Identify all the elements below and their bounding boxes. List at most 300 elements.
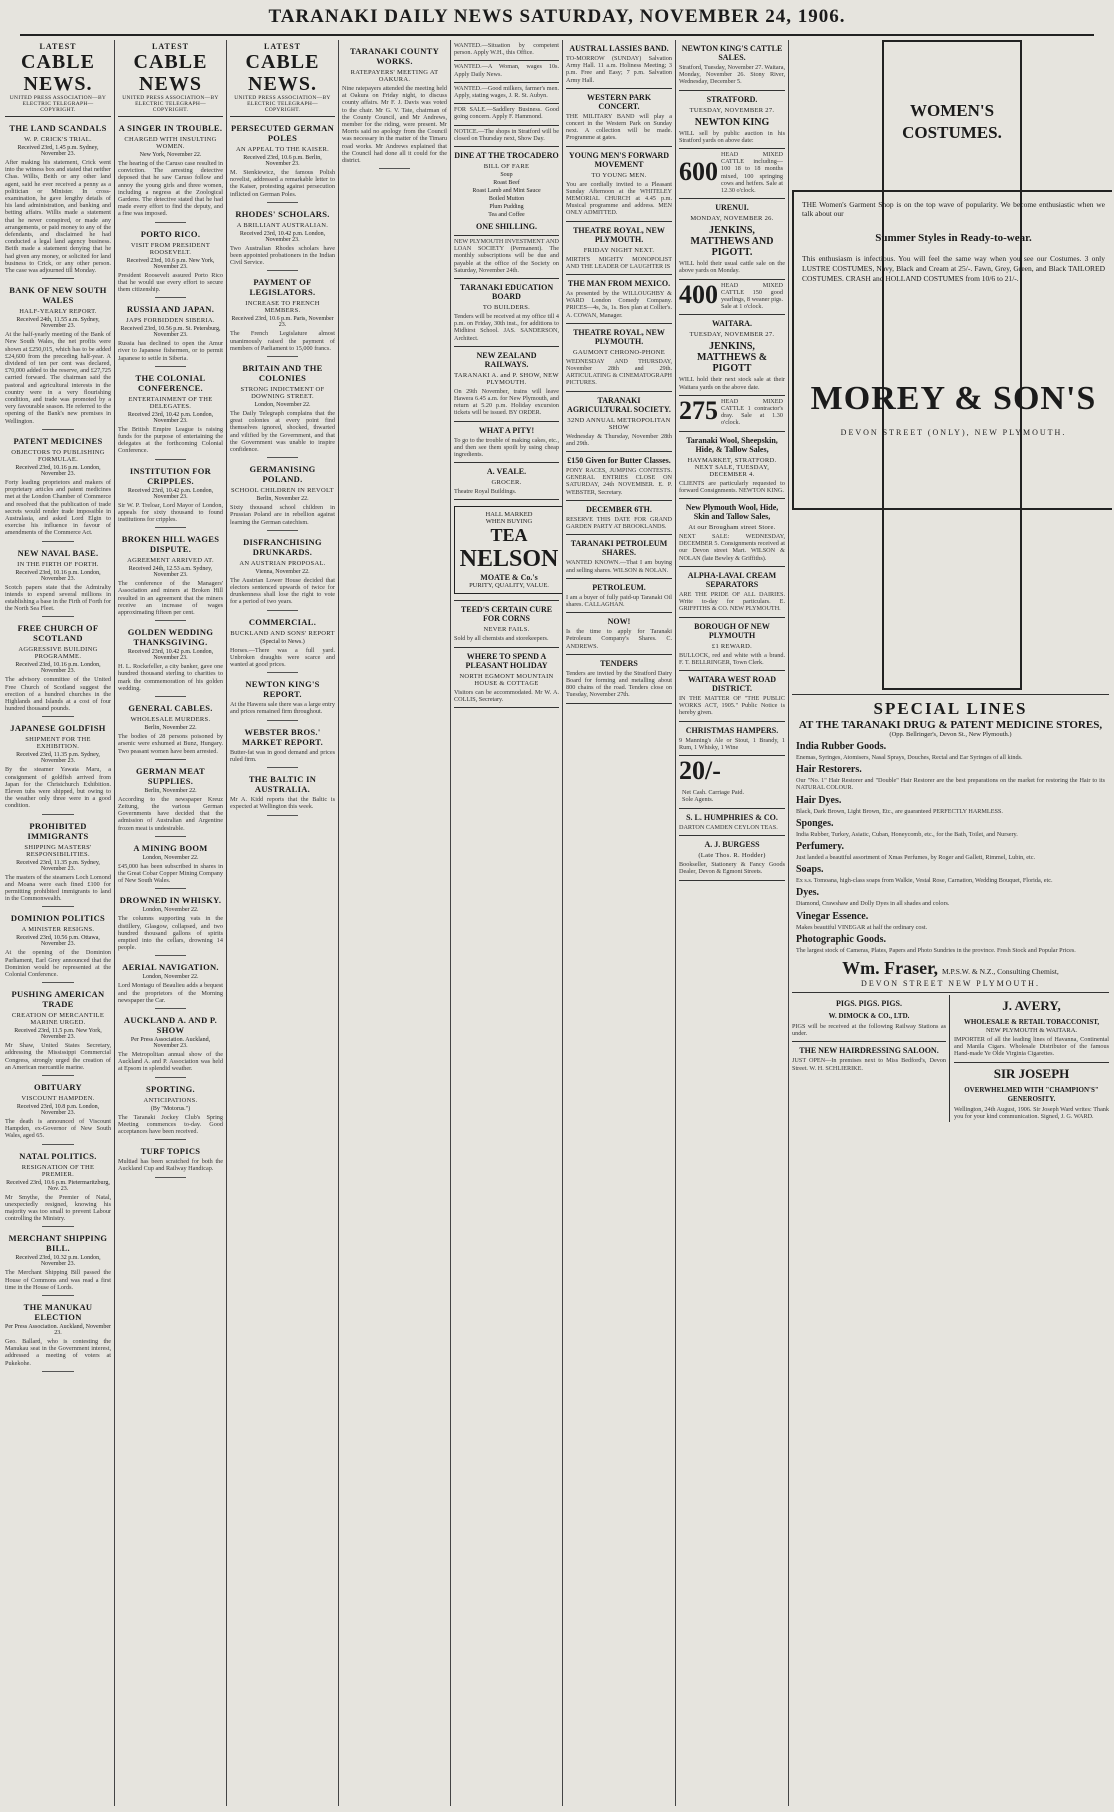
summer-styles-heading: Summer Styles in Ready-to-wear.: [875, 232, 1032, 244]
advertisement: [566, 659, 672, 699]
ad-subheading: 32ND ANNUAL METROPOLITAN SHOW: [567, 416, 671, 431]
advertisement: [566, 617, 672, 650]
article-headline: COMMERCIAL.: [248, 616, 317, 627]
ad-text: PONY RACES, JUMPING CONTESTS. GENERAL ENTRIES CLOSE ON SATURDAY, 24th NOVEMBER. E. P. WEBSTER, Secretary.: [566, 467, 672, 496]
ad-subheading: GAUMONT CHRONO-PHONE: [572, 348, 665, 356]
article-headline: WEBSTER BROS.' MARKET REPORT.: [241, 726, 324, 747]
article-dateline: Received 23rd, 10.56 p.m. St. Petersburg, November 23.: [120, 326, 221, 339]
article-subheading: ENTERTAINMENT OF THE DELEGATES.: [128, 395, 213, 410]
article-separator: [155, 836, 187, 837]
ad-head-count: 400: [679, 280, 718, 310]
article-body: Two Australian Rhodes scholars have been appointed probationers in the Indian Civil Service.: [230, 244, 335, 267]
special-line-text: Our "No. 1" Hair Restorer and "Double" Hair Restorer are the best preparations on the market for restoring the Hair to its NATURAL COLOUR.: [796, 777, 1105, 792]
article-subheading: AN AUSTRIAN PROPOSAL.: [239, 559, 326, 567]
article-body: At the half-yearly meeting of the Bank of New South Wales, the net profits were shown at £250,015, which has to be added £24,600 from the preceding half-year. A dividend of ten per cent was declared, £70,000 added to the reserve, and £27,725 carried forward. The chairman said the pastoral and agricultural interests in the country were in a very flourishing condition, and trade was promoted by a very favourable season. He referred to the opening of the Bank's new premises in Wellington.: [5, 331, 111, 425]
ad-text: WANTED.—Good milkers, farmer's men. Apply, stating wages, J. R. St. Aubyn.: [454, 84, 559, 100]
latest-label: LATEST: [152, 42, 189, 51]
ad-text: Theatre Royal Buildings.: [454, 488, 517, 496]
ad-heading: ALPHA-LAVAL CREAM SEPARATORS: [687, 570, 777, 589]
ad-divider: [454, 146, 559, 147]
womens-costumes-title: WOMEN'S COSTUMES.: [902, 101, 1002, 142]
article-dateline: London, November 22.: [142, 974, 199, 981]
costumes-intro: THE Women's Garment Shop is on the top wave of popularity. We become enthusiastic when we talk about our: [802, 200, 1105, 218]
cable-news-subtitle: UNITED PRESS ASSOCIATION—BY ELECTRIC TELEGRAPH—COPYRIGHT.: [5, 95, 111, 117]
article-dateline: Received 23rd, 10.32 p.m. London, November 23.: [15, 1255, 101, 1268]
ad-divider: [454, 60, 559, 61]
tea-ad-line: NELSON: [459, 546, 559, 573]
ad-text: WANTED.—Situation by competent person. Apply W.H., this Office.: [454, 42, 559, 57]
article-body: Russia has declined to open the Amur river to Japanese fishermen, or to permit Japanese to settle in Siberia.: [118, 340, 223, 362]
advertisement: [566, 456, 672, 496]
article-headline: GENERAL CABLES.: [128, 703, 213, 714]
article-separator: [155, 297, 187, 298]
advertisement: [679, 203, 785, 274]
column-ads-1: [451, 40, 562, 1806]
advertisement: [679, 840, 785, 875]
ad-text: Sold by all chemists and storekeepers.: [454, 635, 549, 643]
ad-divider: [454, 499, 559, 500]
ad-divider: [566, 578, 672, 579]
sir-joseph-heading: SIR JOSEPH: [993, 1065, 1070, 1081]
article-headline: THE MANUKAU ELECTION: [23, 1302, 93, 1323]
ad-heading: THEATRE ROYAL, NEW PLYMOUTH.: [573, 225, 665, 244]
tea-ad-line: PURITY, QUALITY, VALUE.: [469, 582, 549, 590]
ad-divider: [679, 314, 785, 315]
article-headline: GOLDEN WEDDING THANKSGIVING.: [127, 627, 214, 648]
special-line-heading: India Rubber Goods.: [796, 741, 887, 752]
ad-text: NEW PLYMOUTH INVESTMENT AND LOAN SOCIETY (Permanent). The monthly subscriptions will be due and payable at the office of the Society on Saturday, November 24th.: [454, 238, 559, 274]
article-dateline: Received 23rd, 10.6 p.m. New York, November 23.: [126, 257, 215, 270]
ad-text: WANTED.—A Woman, wages 10s. Apply Daily News.: [454, 63, 559, 78]
article-subheading: SHIPMENT FOR THE EXHIBITION.: [25, 736, 91, 751]
advertisement: [454, 426, 559, 459]
article-subheading: W. P. CRICK'S TRIAL.: [24, 136, 92, 143]
article-body: Lord Montagu of Beaulieu adds a bequest and the proprietors of the Morning newspaper the Car.: [118, 982, 223, 1004]
advertisement: [454, 283, 559, 342]
special-line-heading: Hair Restorers.: [796, 764, 862, 776]
article-body: Multiad has been scratched for both the Auckland Cup and Railway Handicap.: [118, 1158, 223, 1173]
ad-subheading: GROCER.: [491, 479, 522, 487]
article-dateline: (Special to News.): [260, 638, 305, 645]
article-body: Geo. Ballard, who is contesting the Manukau seat in the Government interest, addressed a meeting of voters at Pukekohe.: [5, 1338, 111, 1367]
tea-advertisement-box: [454, 506, 562, 594]
special-line-text: Enemas, Syringes, Atomisers, Nasal Sprays, Douches, Rectal and Ear Syringes of all kinds.: [796, 754, 1023, 761]
special-line-text: India Rubber, Turkey, Asiatic, Cuban, Honeycomb, etc., for the Bath, Toilet, and Nursery.: [796, 830, 1018, 838]
ad-number-row: [679, 280, 785, 311]
ad-heading: URENUI.: [715, 203, 749, 213]
article-separator: [42, 541, 74, 542]
article-headline: GERMAN MEAT SUPPLIES.: [135, 765, 205, 786]
sir-joseph-text: Wellington, 24th August, 1906. Sir Joseph Ward writes: Thank you for your kind communication. Signed, J. G. WARD.: [954, 1105, 1109, 1120]
ad-heading: Taranaki Wool, Sheepskin, Hide, & Tallow Sales,: [686, 435, 778, 454]
menu-item: Plum Pudding: [489, 204, 524, 211]
article-subheading: AN APPEAL TO THE KAISER.: [235, 146, 330, 153]
article-separator: [42, 616, 74, 617]
article-headline: BRITAIN AND THE COLONIES: [242, 363, 323, 384]
ad-divider: [679, 808, 785, 809]
ad-divider: [566, 221, 672, 222]
column-county-works: [339, 40, 450, 1806]
article-body: The Metropolitan annual show of the Auckland A. and P. Association was held at Epsom in splendid weather.: [118, 1050, 223, 1073]
article-separator: [42, 814, 74, 815]
ad-text: Visitors can be accommodated. Mr W. A. COLLIS, Secretary.: [454, 688, 559, 703]
article-subheading: A BRILLIANT AUSTRALIAN.: [236, 221, 329, 229]
ad-heading: CHRISTMAS HAMPERS.: [685, 725, 779, 735]
article-subheading: CHARGED WITH INSULTING WOMEN.: [124, 136, 217, 150]
ad-text: IN THE MATTER OF "THE PUBLIC WORKS ACT, 1905." Public Notice is hereby given.: [679, 694, 785, 717]
article-headline: PORTO RICO.: [140, 228, 201, 239]
article-dateline: London, November 22.: [142, 907, 199, 914]
ad-divider: [679, 880, 785, 881]
masthead-rule: [20, 34, 1094, 36]
article-body: Mr Shaw, United States Secretary, addressing the Mississippi Commercial Congress, strongly urged the creation of an American mercantile marine.: [5, 1042, 111, 1071]
article-subheading: BUCKLAND AND SONS' REPORT: [230, 629, 335, 637]
ad-divider: [566, 654, 672, 655]
article-subheading: INCREASE TO FRENCH MEMBERS.: [245, 300, 320, 315]
article-dateline: Received 23rd, 10.16 p.m. London, November 23.: [15, 662, 101, 675]
column-cable-news-1: [2, 40, 114, 1806]
advertisement: [679, 319, 785, 390]
ad-heading: A. J. BURGESS: [704, 840, 760, 850]
special-line-text: Just landed a beautiful assortment of Xmas Perfumes, by Roger and Gallett, Rimmel, Lubin, etc.: [796, 854, 1036, 862]
article-separator: [155, 527, 187, 528]
advertisement: [679, 95, 785, 144]
ad-subheading: At our Brougham street Store.: [688, 524, 776, 532]
article-body: Mr Smythe, the Premier of Natal, unexpectedly resigned, knowing his majority was too small to prevent Labour controlling the Ministry.: [5, 1193, 111, 1223]
cable-news-header: [118, 42, 223, 117]
advertisement: [454, 506, 559, 594]
article-headline: THE BALTIC IN AUSTRALIA.: [248, 774, 317, 795]
article-dateline: Per Press Association. Auckland, November 23.: [130, 1036, 211, 1049]
article-separator: [267, 457, 299, 458]
article-body: Scotch papers state that the Admiralty intends to expend several millions in establishing a base in the Firth of Forth for the North Sea Fleet.: [5, 583, 111, 613]
special-line-heading: Photographic Goods.: [796, 933, 887, 945]
article-dateline: (By "Motorus."): [150, 1105, 191, 1112]
column-cable-news-3: [227, 40, 338, 1806]
ad-heading: YOUNG MEN'S FORWARD MOVEMENT: [568, 150, 670, 169]
fraser-name: Wm. Fraser,: [842, 958, 938, 979]
article-body: The Austrian Lower House decided that electors sentenced upwards of twice for drunkenness shall lose the right to vote for a period of two years.: [230, 576, 335, 606]
article-body: Sixty thousand school children in Prussian Poland are in rebellion against learning the German catechism.: [230, 504, 335, 526]
article-body: The bodies of 28 persons poisoned by arsenic were exhumed at Bunz, Hungary. Two peasant women have been arrested.: [118, 733, 223, 755]
advertisement: [566, 505, 672, 530]
article-body: The conference of the Managers' Association and miners at Broken Hill resulted in an agreement that the miners receive an increase of wages approximating fifteen per cent.: [118, 580, 223, 617]
article-separator: [155, 459, 187, 460]
advertisement: [566, 583, 672, 608]
article-separator: [267, 202, 299, 203]
ad-divider: [566, 451, 672, 452]
article-dateline: Berlin, November 22.: [256, 496, 309, 503]
ad-divider: [679, 566, 785, 567]
article-separator: [379, 168, 411, 169]
article-body: At the opening of the Dominion Parliament, Earl Grey announced that the Dominion would be represented at the Colonial Conference.: [5, 949, 111, 978]
article-headline: BROKEN HILL WAGES DISPUTE.: [121, 534, 220, 555]
ad-number-row: [679, 149, 785, 194]
article-body: The death is announced of Viscount Hampden, ex-Governor of New South Wales, aged 65.: [5, 1118, 111, 1140]
advertisement: [454, 128, 559, 142]
tea-ad-line: MOATE & Co.'s: [480, 573, 538, 583]
article-body: The advisory committee of the United Free Church of Scotland suggest the erection of a hundred churches in the Highlands and Islands at a cost of four hundred thousand pounds.: [5, 676, 111, 713]
article-dateline: Received 23rd, 10.56 p.m. Ottawa, November 23.: [16, 935, 100, 948]
ad-divider: [679, 721, 785, 722]
advertisement: [566, 279, 672, 319]
menu-item: Tea and Coffee: [488, 212, 525, 219]
article-body: President Roosevelt assured Porto Rico that he would use every effort to secure them citizenship.: [118, 271, 223, 294]
article-headline: SPORTING.: [146, 1083, 195, 1094]
article-subheading: RESIGNATION OF THE PREMIER.: [21, 1163, 95, 1178]
ad-divider: [566, 500, 672, 501]
ad-divider: [454, 647, 559, 648]
advertisement: [679, 756, 785, 804]
article-headline: OBITUARY: [34, 1082, 82, 1092]
ad-subheading: TARANAKI A. and P. SHOW, NEW PLYMOUTH.: [454, 371, 559, 386]
menu-item: Soup: [500, 172, 513, 179]
article-body: The Daily Telegraph complains that the great colonies at every point find themselves ignored, shocked, thwarted and vilified by the Government, and that the Government was unable to inspire confidence.: [230, 410, 335, 454]
article-separator: [155, 888, 187, 889]
ad-heading: S. L. HUMPHRIES & CO.: [686, 812, 778, 822]
ad-heading: NEWTON KING'S CATTLE SALES.: [681, 44, 783, 62]
article-headline: MERCHANT SHIPPING BILL.: [8, 1233, 108, 1254]
article-headline: NATAL POLITICS.: [19, 1150, 97, 1161]
ad-subheading: HAYMARKET, STRATFORD. NEXT SALE, TUESDAY, DECEMBER 4.: [687, 456, 777, 478]
article-subheading: JAPS FORBIDDEN SIBERIA.: [126, 317, 215, 325]
ad-list: [566, 44, 672, 704]
avery-text: IMPORTER of all the leading lines of Havanna, Continental and Manila Cigars. Wholesale Distributor of the famous Hand-made Ye Olde Virginia Cigarettes.: [954, 1036, 1109, 1058]
article-separator: [42, 982, 74, 983]
salon-text: JUST OPEN—In premises next to Miss Bedford's, Devon Street. W. H. SCHLIERIKE.: [792, 1057, 946, 1072]
article-dateline: Received 23rd, 10.16 p.m. London, November 23.: [15, 569, 101, 582]
ad-head-count: 600: [679, 156, 718, 186]
article-body: Horses.—There was a full yard. Unbroken draughts were scarce and wanted at good prices.: [230, 646, 335, 669]
article-separator: [155, 620, 187, 621]
ad-heading: TENDERS: [600, 658, 638, 668]
advertisement: [454, 351, 559, 417]
article-dateline: Vienna, November 22.: [255, 568, 310, 575]
ad-divider: [566, 146, 672, 147]
special-line-text: Makes beautiful VINEGAR at half the ordinary cost.: [796, 923, 928, 931]
news-list: [118, 123, 223, 1178]
fraser-address: DEVON STREET NEW PLYMOUTH.: [861, 979, 1040, 989]
menu-price: ONE SHILLING.: [476, 222, 537, 232]
article-subheading: IN THE FIRTH OF FORTH.: [17, 560, 99, 568]
column-ads-2: [563, 40, 675, 1806]
cable-news-header: [5, 42, 111, 117]
special-line-heading: Sponges.: [796, 817, 834, 829]
ad-heading: TARANAKI PETROLEUM SHARES.: [570, 539, 668, 558]
sir-joseph-subheading: OVERWHELMED WITH "CHAMPION'S" GENEROSITY.: [964, 1085, 1099, 1103]
article-separator: [267, 610, 299, 611]
womens-costumes-ad: [792, 40, 1109, 690]
ad-number-row: [679, 756, 785, 804]
article-body: The British Empire League is raising funds for the purpose of entertaining the delegates at the forthcoming Colonial Conference.: [118, 425, 223, 455]
article-separator: [155, 1177, 187, 1178]
ad-divider: [679, 431, 785, 432]
divider: [792, 1041, 946, 1042]
cable-news-subtitle: UNITED PRESS ASSOCIATION—BY ELECTRIC TELEGRAPH—COPYRIGHT.: [118, 95, 223, 117]
ad-text: I am a buyer of fully paid-up Taranaki Oil shares. CALLAGHAN.: [566, 593, 672, 608]
ad-auctioneer: JENKINS, MATTHEWS AND PIGOTT.: [690, 225, 774, 259]
tea-ad-line: HALL MARKED: [485, 511, 533, 519]
ad-text: On 29th November, trains will leave Hawera 6.45 a.m. for New Plymouth, and return at 5.20 p.m. Holiday excursion tickets will be issued. BY ORDER.: [454, 387, 559, 417]
advertisement: [679, 571, 785, 613]
ad-text: Net Cash. Carriage Paid. Sole Agents.: [682, 789, 744, 804]
article-dateline: Received 23rd, 10.42 p.m. London, November 23.: [127, 487, 214, 500]
article-dateline: Received 23rd, 11.35 p.m. Sydney, November 23.: [16, 859, 100, 872]
cable-news-title: CABLE NEWS.: [245, 51, 320, 95]
article-dateline: Received 23rd, 1.45 p.m. Sydney, November 23.: [17, 145, 99, 157]
ad-heading: DECEMBER 6TH.: [586, 504, 652, 514]
article-subheading: A MINISTER RESIGNS.: [21, 926, 95, 934]
ad-subheading: TO YOUNG MEN.: [591, 171, 647, 179]
ad-text: Is the time to apply for Taranaki Petroleum Company's Shares. C. ANDREWS.: [566, 628, 672, 650]
special-lines-list: [792, 741, 1109, 954]
ad-divider: [566, 88, 672, 89]
article-headline: INSTITUTION FOR CRIPPLES.: [129, 465, 212, 486]
article-body: H. L. Rockefeller, a city banker, gave one hundred thousand sterling to charities to mark the commemoration of his golden wedding.: [118, 663, 223, 692]
news-list: [342, 46, 447, 169]
article-subheading: HALF-YEARLY REPORT.: [19, 308, 97, 316]
ad-text: HEAD MIXED CATTLE 1 contractor's dray. Sale at 1.30 o'clock.: [721, 397, 783, 427]
article-headline: DROWNED IN WHISKY.: [119, 895, 222, 906]
special-lines-heading: SPECIAL LINES: [873, 699, 1028, 718]
cable-news-header: [230, 42, 335, 117]
dimock-name: W. DIMOCK & CO., LTD.: [828, 1012, 910, 1021]
ad-text: Stratford, Tuesday, November 27. Waitara, Monday, November 26. Stony River, Wednesday, December 5.: [679, 64, 785, 86]
article-separator: [267, 530, 299, 531]
ad-subheading: TUESDAY, NOVEMBER 27.: [689, 331, 775, 339]
pigs-heading: PIGS. PIGS. PIGS.: [835, 999, 902, 1009]
article-body: Forty leading proprietors and makers of proprietary articles and patent medicines met at the London Chamber of Commerce and resolved that the publication of trade secrets would render trade impossible in Australasia, and asked Lord Elgin to exercise his influence in favour of amendments of the Commerce Act.: [5, 478, 111, 537]
salon-heading: THE NEW HAIRDRESSING SALOON.: [799, 1046, 939, 1056]
article-separator: [155, 955, 187, 956]
article-separator: [155, 222, 187, 223]
ad-text: RESERVE THIS DATE FOR GRAND GARDEN PARTY AT BROOKLANDS.: [566, 515, 672, 531]
advertisement: [454, 63, 559, 77]
ad-head-count: 275: [679, 396, 718, 426]
column-cable-news-2: [115, 40, 226, 1806]
fraser-ad: [792, 958, 1109, 988]
article-subheading: CREATION OF MERCANTILE MARINE URGED.: [11, 1012, 105, 1027]
ad-divider: [566, 612, 672, 613]
masthead: TARANAKI DAILY NEWS SATURDAY, NOVEMBER 24, 1906.: [268, 6, 846, 27]
ad-divider: [679, 835, 785, 836]
article-separator: [267, 672, 299, 673]
article-dateline: Received 23rd, 11.35 p.m. Sydney, November 23.: [16, 752, 100, 765]
ad-heading: New Plymouth Wool, Hide, Skin and Tallow Sales,: [685, 503, 779, 522]
article-headline: PAYMENT OF LEGISLATORS.: [249, 277, 316, 298]
article-dateline: Received 23rd, 10.6 p.m. Paris, November 23.: [231, 316, 334, 329]
article-dateline: Received 23rd, 10.42 p.m. London, November 23.: [239, 230, 326, 243]
ad-text: You are cordially invited to a Pleasant Sunday Afternoon at the WHITELEY MEMORIAL CHURCH at 4.45 p.m. Musical programme and address. MEN ONLY ADMITTED.: [566, 180, 672, 217]
article-body: After making his statement, Crick went into the witness box and stated that neither Chas. Willis, Beith or any other land agent, said he ever received a penny as a politician or Minister. In cross-examination, he gave lengthy details of his land administration, and banking and betting affairs. Willis made a statement that he never conspired, or made any arrangements, or paid money to any of the defendants, and disclaimed he had conducted a legal land agency business. Beith made a statement denying that he had given any money, or solicited for land business to Crick, or any other person. The case was adjourned till Monday.: [5, 159, 111, 275]
article-body: The Merchant Shipping Bill passed the House of Commons and was read a first time in the House of Lords.: [5, 1269, 111, 1291]
ad-divider: [454, 278, 559, 279]
ad-text: To go to the trouble of making cakes, etc., and then see them spoilt by using cheap ingredients.: [454, 436, 559, 459]
ad-subheading: BILL OF FARE: [483, 163, 530, 171]
ad-list: [454, 42, 559, 708]
article-separator: [155, 1077, 187, 1078]
article-separator: [155, 1008, 187, 1009]
latest-label: LATEST: [264, 42, 301, 51]
news-list: [230, 123, 335, 816]
ad-text: NEXT SALE: WEDNESDAY, DECEMBER 5. Consignments received at our Devon street Mart. WILSON & NOLAN (late Bewley & Griffiths).: [679, 533, 785, 562]
article-separator: [42, 1075, 74, 1076]
ad-text: HEAD MIXED CATTLE including—100 18 to 18 months mixed, 100 springing cows and heifers. Sale at 12.30 o'clock.: [721, 151, 783, 195]
article-headline: JAPANESE GOLDFISH: [10, 723, 106, 734]
article-headline: PATENT MEDICINES: [13, 435, 103, 446]
article-separator: [267, 815, 299, 816]
special-line-text: Ex s.s. Tomoana, high-class soaps from Walkie, Vestal Rose, Carnation, Wedding Bouquet, Florida, etc.: [796, 877, 1053, 885]
ad-heading: NEW ZEALAND RAILWAYS.: [476, 350, 537, 369]
special-line-heading: Vinegar Essence.: [796, 910, 869, 922]
special-line-text: Black, Dark Brown, Light Brown, Etc., are guaranteed PERFECTLY HARMLESS.: [796, 807, 1003, 815]
article-body: The columns supporting vats in the distillery, Glasgow, collapsed, and two hundred thousand gallons of spirits emptied into the cellars, drowning 14 people.: [118, 915, 223, 952]
ad-text: Bookseller, Stationery & Fancy Goods Dealer, Devon & Egmont Streets.: [679, 861, 785, 876]
article-dateline: Berlin, November 22.: [144, 725, 197, 732]
article-headline: DOMINION POLITICS: [10, 913, 106, 924]
ad-divider: [566, 534, 672, 535]
ad-heading: DINE AT THE TROCADERO: [454, 151, 559, 161]
ad-text: NOTICE.—The shops in Stratford will be closed on Thursday next, Show Day.: [454, 127, 559, 142]
article-separator: [155, 366, 187, 367]
ad-text: ARE THE PRIDE OF ALL DAIRIES. Write to-day for particulars. E. GRIFFITHS & CO. NEW PLYMOUTH.: [679, 590, 785, 613]
ad-list: [679, 44, 785, 881]
advertisement: [566, 539, 672, 573]
ad-heading: A. VEALE.: [486, 467, 527, 477]
ad-text: BULLOCK, red and white with a brand. F. T. BELLRINGER, Town Clerk.: [679, 651, 785, 666]
ad-text: As presented by the WILLOUGHBY & WARD London Comedy Company. PRICES—4s, 3s, 1s. Box plan at Collier's. A. COWAN, Manager.: [566, 290, 672, 319]
article-dateline: London, November 22.: [254, 402, 311, 409]
ad-heading: TARANAKI AGRICULTURAL SOCIETY.: [567, 395, 671, 414]
ad-heading: WHAT A PITY!: [478, 425, 535, 435]
ad-heading: AUSTRAL LASSIES BAND.: [569, 44, 669, 53]
ad-divider: [679, 498, 785, 499]
article-body: Butter-fat was in good demand and prices ruled firm.: [230, 748, 335, 763]
article-separator: [155, 1139, 187, 1140]
ad-divider: [566, 703, 672, 704]
avery-address: NEW PLYMOUTH & WAITARA.: [985, 1027, 1078, 1035]
advertisement: [454, 605, 559, 642]
cable-news-title: CABLE NEWS.: [21, 51, 95, 95]
article-separator: [42, 278, 74, 279]
article-dateline: Received 23rd, 10.16 p.m. London, November 23.: [15, 464, 101, 477]
menu-item: Roast Lamb and Mint Sauce: [472, 188, 541, 195]
ad-subheading: (Late Thos. R. Hodder): [698, 852, 766, 860]
article-subheading: SHIPPING MASTERS' RESPONSIBILITIES.: [24, 843, 92, 858]
advertisement: [679, 503, 785, 562]
article-headline: RHODES' SCHOLARS.: [235, 208, 330, 219]
ad-divider: [454, 421, 559, 422]
article-separator: [267, 720, 299, 721]
ad-divider: [566, 274, 672, 275]
special-line-heading: Hair Dyes.: [796, 794, 842, 806]
article-separator: [155, 759, 187, 760]
fraser-title: M.P.S.W. & N.Z., Consulting Chemist,: [941, 967, 1059, 977]
article-headline: DISFRANCHISING DRUNKARDS.: [243, 536, 322, 557]
ad-text: Wednesday & Thursday, November 28th and 29th.: [566, 432, 672, 447]
advertisement: [566, 151, 672, 217]
article-separator: [267, 356, 299, 357]
article-body: At the Hawera sale there was a large entry and prices remained firm throughout.: [230, 701, 335, 716]
article-dateline: London, November 22.: [142, 854, 199, 861]
divider: [792, 694, 1109, 695]
ad-head-count: 20/-: [679, 755, 721, 785]
pigs-column: [792, 995, 950, 1122]
ad-auctioneer: NEWTON KING: [694, 116, 770, 128]
advertisement: [679, 280, 785, 311]
advertisement: [566, 44, 672, 84]
ad-divider: [454, 82, 559, 83]
